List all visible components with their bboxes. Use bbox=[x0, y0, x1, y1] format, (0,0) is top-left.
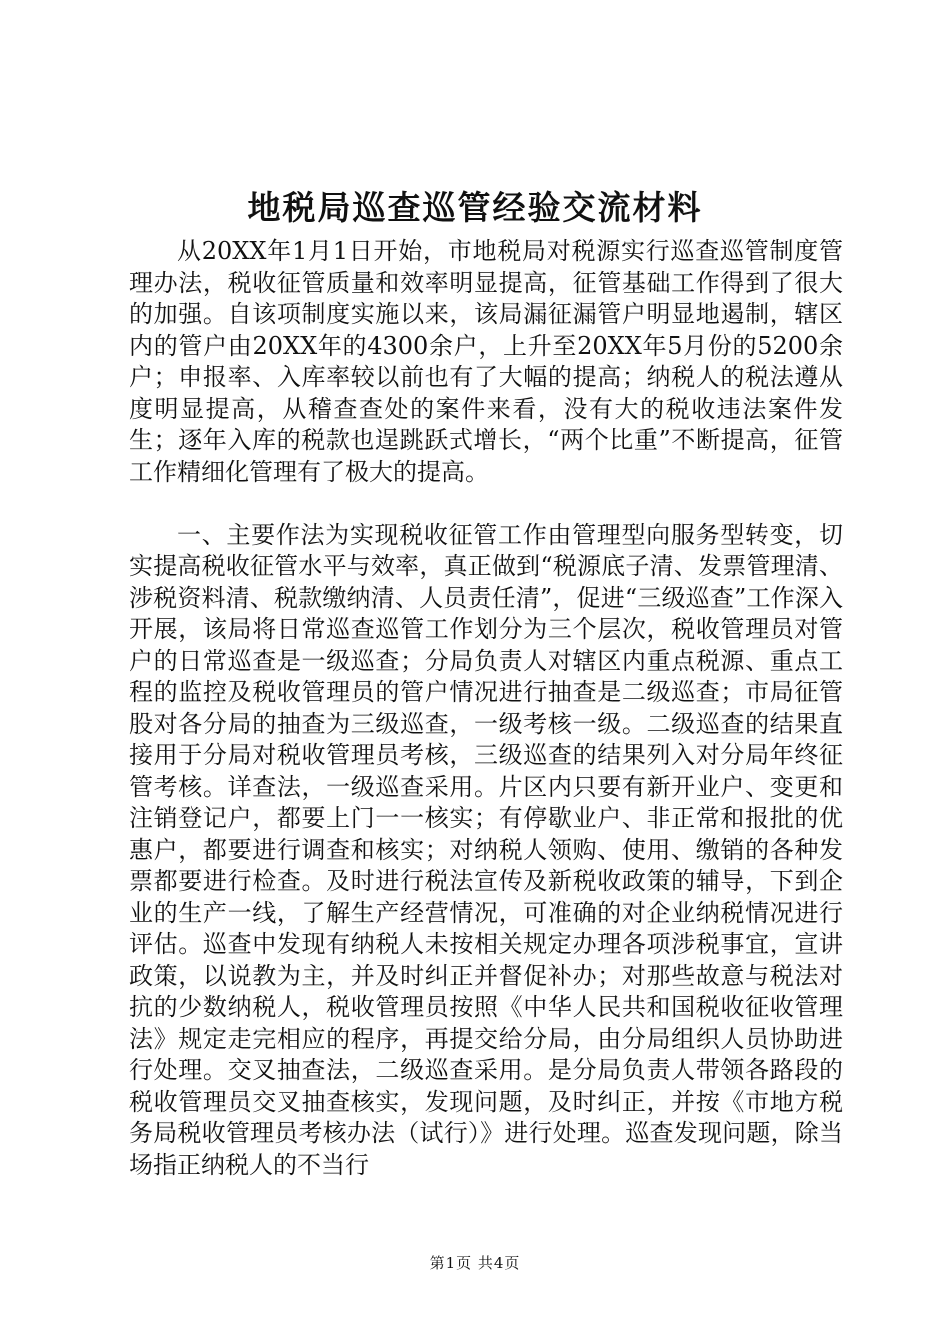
document-title: 地税局巡查巡管经验交流材料 bbox=[247, 188, 703, 227]
page-number-footer: 第1页 共4页 bbox=[429, 1254, 521, 1272]
paragraph-intro: 从20XX年1月1日开始，市地税局对税源实行巡查巡管制度管理办法，税收征管质量和效率明显提高，征管基础工作得到了很大的加强。自该项制度实施以来，该局漏征漏管户明显地遏制，辖区内的管户由20XX年的4300余户，上升至20XX年5月份的5200余户；申报率、入库率较以前也有了大幅的提高；纳税人的税法遵从度明显提高，从稽查查处的案件来看，没有大的税收违法案件发生；逐年入库的税款也逞跳跃式增长，“两个比重”不断提高，征管工作精细化管理有了极大的提高。 bbox=[129, 237, 843, 486]
document-body bbox=[129, 236, 843, 1181]
paragraph-main-practices: 一、主要作法为实现税收征管工作由管理型向服务型转变，切实提高税收征管水平与效率，真正做到“税源底子清、发票管理清、涉税资料清、税款缴纳清、人员责任清”，促进“三级巡查”工作深入开展，该局将日常巡查巡管工作划分为三个层次，税收管理员对管户的日常巡查是一级巡查；分局负责人对辖区内重点税源、重点工程的监控及税收管理员的管户情况进行抽查是二级巡查；市局征管股对各分局的抽查为三级巡查，一级考核一级。二级巡查的结果直接用于分局对税收管理员考核，三级巡查的结果列入对分局年终征管考核。详查法，一级巡查采用。片区内只要有新开业户、变更和注销登记户，都要上门一一核实；有停歇业户、非正常和报批的优惠户，都要进行调查和核实；对纳税人领购、使用、缴销的各种发票都要进行检查。及时进行税法宣传及新税收政策的辅导，下到企业的生产一线，了解生产经营情况，可准确的对企业纳税情况进行评估。巡查中发现有纳税人未按相关规定办理各项涉税事宜，宣讲政策，以说教为主，并及时纠正并督促补办；对那些故意与税法对抗的少数纳税人，税收管理员按照《中华人民共和国税收征收管理法》规定走完相应的程序，再提交给分局，由分局组织人员协助进行处理。交叉抽查法，二级巡查采用。是分局负责人带领各路段的税收管理员交叉抽查核实，发现问题，及时纠正，并按《市地方税务局税收管理员考核办法（试行）》进行处理。巡查发现问题，除当场指正纳税人的不当行 bbox=[129, 520, 843, 1179]
